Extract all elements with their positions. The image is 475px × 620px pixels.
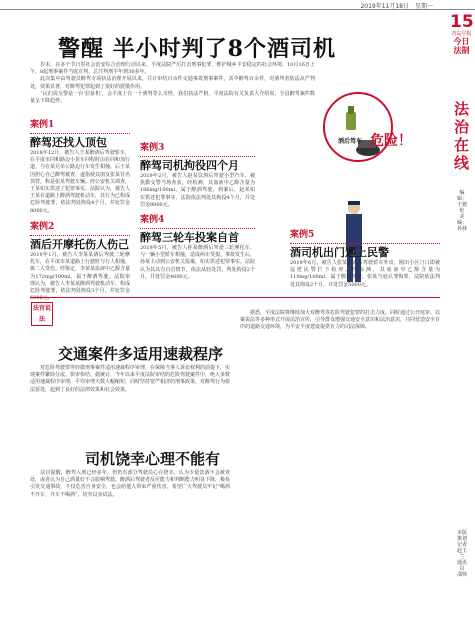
warning-graphic: [318, 52, 440, 217]
stamp-text: 法官说法: [32, 305, 51, 323]
law-heading-1: 交通案件多适用速裁程序: [58, 345, 224, 363]
page-number: 15: [450, 12, 474, 32]
case-1-tag: 案例1: [30, 120, 55, 130]
page-badge: [450, 14, 473, 54]
section-divider: [30, 297, 440, 298]
case-1-divider: [30, 131, 130, 134]
case-3: [140, 143, 255, 209]
editors-credit: 编辑：于德伦 美编：孙林: [457, 190, 468, 232]
case-5-title: 酒司机出门遇上民警: [290, 246, 389, 259]
issue-date: 2019年11月18日 星期一: [360, 3, 433, 10]
lead-paragraph: 岁末，在多个节日里社会治安综合治理行动以来，平度法院严厉打击刑事犯罪，维护城乡平安稳定的社会环境。10月16日上午，8起刑事案件当庭宣判，总共判刑半年到30多年。 此次集中由驾驶员醉驾专项执法治理开展以来，共计审结百余件交通事故刑事案件，其中醉驾百余件，对酒驾者依法从严判处，效果显著，对醉驾犯罪起到了很好的震慑作用。 “民们说交警是一台‘拉扯机’，会平度上有一个酒驾等么奇怪，我们执法严格，平度法院有关负责人介绍说，全县醉驾案件数量呈下降趋势。: [30, 62, 315, 105]
section-title: 法治在线: [453, 100, 469, 172]
law-text-1: 对危险驾驶罪等轻微刑事案件适用速裁程序审理，在保障当事人诉讼权利的前提下，实现案件繁简分流、快审快结。据统计，今年以来平度法院审结的危险驾驶案件中，绝大多数适用速裁程序审理，平均审理天数大幅缩短，同时坚持宽严相济的刑事政策，对醉驾行为依法惩处，起到了良好的法律效果和社会效果。: [30, 365, 231, 393]
case-5-text: 2019年6月，被告人张某饮酒后驾驶轿车外出，刚出小区门口即被巡逻民警拦下检查。经检测，其血液中乙醇含量为119mg/100ml，属于醉酒驾驶。张某当庭认罪悔罪，法院依法判处其拘役2个月，并处罚金5000元。: [290, 260, 440, 288]
case-4-title: 醉驾三轮车投案自首: [140, 231, 239, 244]
case-3-tag: 案例3: [140, 143, 165, 153]
law-text-3: 据悉，平度法院将继续加大对醉驾等危险驾驶犯罪的打击力度，同时通过公开庭审、以案说法等多种形式开展法治宣传，引导群众增强交通安全意识和法治意识，共同营造安全有序的道路交通环境，为平安平度建设提供有力的司法保障。: [240, 310, 441, 331]
case-4-tag: 案例4: [140, 215, 165, 225]
case-2-tag: 案例2: [30, 222, 55, 232]
page-sidebar: [448, 10, 475, 620]
case-2-title: 酒后开摩托伤人伤己: [30, 238, 129, 251]
warning-label: 酒后驾车: [338, 138, 363, 145]
case-5-tag: 案例5: [290, 230, 315, 240]
case-4-text: 2019年5月，被告人孙某醉酒后驾驶三轮摩托车，与一辆小型轿车相撞，造成两车受损。事故发生后，孙某主动到公安机关投案，如实供述犯罪事实。法院认为其具有自首情节，依法从轻处罚，判处拘役2个月，并处罚金4000元。: [140, 245, 256, 280]
case-5-divider: [290, 241, 440, 244]
page-headline: 警醒 半小时判了8个酒司机: [58, 36, 336, 62]
case-1-text: 2018年12月，被告人王某醉酒后驾驶轿车，在平度市同和路边小货车回程时由在同和加行道，与在某兄弟公路边行车发生相撞。后王某因担心自己醉驾被查，遂指使其朋友张某冒名顶替，称是张某驾驶车辆。经公安机关调查，王某如实供述了犯罪事实。法院认为，被告人王某在道路上醉酒驾驶机动车，其行为已构成危险驾驶罪，依法判处拘役4个月，并处罚金8000元。: [30, 150, 131, 214]
case-4-divider: [140, 226, 255, 229]
brand-small: 青岛早报: [451, 31, 472, 37]
case-2-text: 2019年1月，被告人李某某酒后驾驶二轮摩托车，在平度市某道路上行驶时与行人相撞，致二人受伤。经鉴定，李某某血液中乙醇含量为172mg/100ml，属于醉酒驾驶。法院审理认为，被告人李某某醉酒驾驶机动车，构成危险驾驶罪，依法判处拘役3个月，并处罚金6000元。: [30, 252, 131, 302]
case-5: [290, 230, 440, 289]
case-3-title: 醉驾司机拘役四个月: [140, 159, 239, 172]
judge-comment-stamp: [31, 302, 53, 326]
law-heading-2: 司机饶幸心理不能有: [85, 450, 221, 468]
case-3-divider: [140, 154, 255, 157]
case-4: [140, 215, 255, 281]
brand-main: 今日法制: [453, 36, 470, 55]
planning-credit: 本版策划 记者 赵玉兰 通讯员 邵帅: [457, 530, 468, 578]
case-1: [30, 120, 130, 215]
case-3-text: 2019年2月，被告人赵某饮酒后驾驶小型汽车，被执勤交警当场查获。经检测，其血液中乙醇含量为186mg/100ml，属于醉酒驾驶。到案后，赵某如实供述犯罪事实，法院依法判处其拘役4个月，并处罚金8000元。: [140, 173, 255, 208]
law-text-2: 法官提醒，醉驾入刑已经多年，但仍有部分驾驶员心存侥幸，认为少量饮酒不会被查处，或者认为自己酒量好不会影响驾驶。醉酒后驾驶者反应能力和判断能力明显下降，极易引发交通事故，不仅危害自身安全，也会给他人带来严重伤害。希望广大驾驶员牢记“喝酒不开车，开车不喝酒”，切勿以身试法。: [30, 470, 231, 498]
top-bar: [0, 0, 475, 10]
article-area: [0, 10, 448, 620]
case-1-title: 醉驾还找人顶包: [30, 136, 107, 149]
case-2-divider: [30, 233, 130, 236]
warning-danger: 危险！: [370, 133, 412, 149]
case-2: [30, 222, 130, 302]
